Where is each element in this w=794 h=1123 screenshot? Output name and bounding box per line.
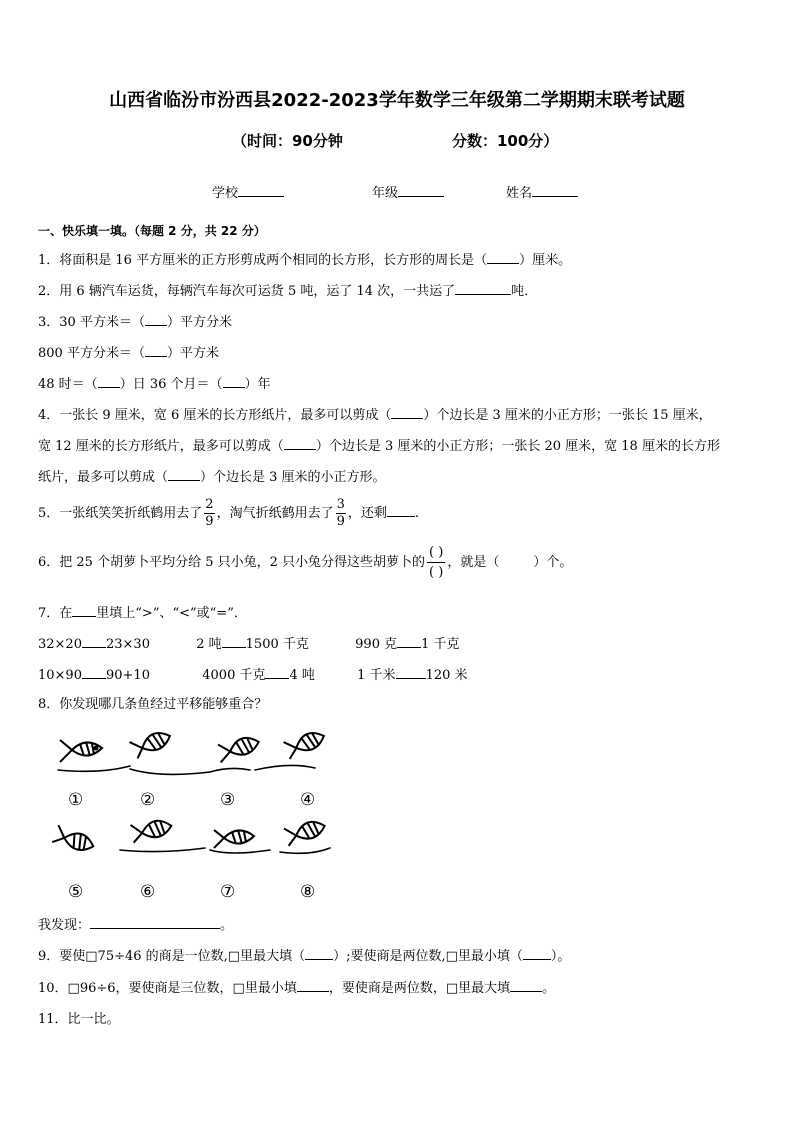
q3-blank-3[interactable] bbox=[98, 375, 120, 388]
q4-text-a: 4．一张长 9 厘米，宽 6 厘米的长方形纸片，最多可以剪成（ bbox=[38, 408, 392, 423]
q2-text-a: 2．用 6 辆汽车运货，每辆汽车每次可运货 5 吨，运了 14 次，一共运了 bbox=[38, 284, 456, 299]
q4-blank-2[interactable] bbox=[284, 437, 316, 450]
compare-right: 23×30 bbox=[105, 637, 150, 652]
wave-line bbox=[210, 768, 250, 772]
wave-line bbox=[210, 850, 270, 853]
found-line bbox=[38, 916, 233, 934]
q4-text-b: ）个边长是 3 厘米的小正方形；一张长 15 厘米， bbox=[423, 408, 712, 423]
compare-right: 90+10 bbox=[105, 668, 150, 683]
compare-blank[interactable] bbox=[396, 666, 426, 679]
question-2 bbox=[38, 282, 537, 300]
q3-blank-2[interactable] bbox=[145, 344, 167, 357]
compare-right: 120 米 bbox=[425, 668, 468, 683]
q5-text-d: . bbox=[414, 506, 420, 521]
found-label: 我发现： bbox=[38, 918, 91, 933]
fish-label-7: ⑦ bbox=[220, 882, 236, 902]
time-label: （时间：90分钟 bbox=[232, 132, 343, 150]
q4-text-e: 纸片，最多可以剪成（ bbox=[38, 470, 169, 485]
q7-text-b: 里填上“>”、“<”或“=”． bbox=[96, 606, 247, 621]
q3-text-e: 48 时＝（ bbox=[38, 377, 98, 392]
question-4-line-1 bbox=[38, 406, 712, 424]
q5-text-a: 5．一张纸笑笑折纸鹤用去了 bbox=[38, 506, 203, 521]
compare-left: 4000 千克 bbox=[202, 668, 266, 683]
fish-label-6: ⑥ bbox=[140, 882, 156, 902]
fish-label-5: ⑤ bbox=[68, 882, 84, 902]
fish-label-3: ③ bbox=[220, 790, 236, 810]
q3-text-d: ）平方米 bbox=[166, 346, 219, 361]
q10-blank-2[interactable] bbox=[510, 979, 542, 992]
q3-text-b: ）平方分米 bbox=[166, 315, 232, 330]
q3-text-g: ）年 bbox=[244, 377, 271, 392]
compare-left: 32×20 bbox=[38, 637, 82, 652]
q7-example-blank bbox=[72, 604, 96, 617]
school-label: 学校 bbox=[212, 186, 239, 201]
question-3-line-2 bbox=[38, 344, 219, 362]
compare-right: 1 千克 bbox=[421, 637, 460, 652]
name-blank[interactable] bbox=[532, 184, 578, 197]
q5-blank[interactable] bbox=[387, 504, 415, 517]
question-4-line-3 bbox=[38, 468, 386, 486]
q4-blank-3[interactable] bbox=[168, 468, 200, 481]
question-9 bbox=[38, 947, 570, 965]
q2-blank[interactable] bbox=[455, 282, 511, 295]
compare-right: 4 吨 bbox=[289, 668, 315, 683]
fraction-numerator-blank[interactable]: ( ) bbox=[427, 543, 445, 563]
q9-text-c: ）。 bbox=[550, 949, 571, 964]
fish-label-2: ② bbox=[140, 790, 156, 810]
q5-text-c: ，还剩 bbox=[347, 506, 387, 521]
fraction-denominator: 9 bbox=[205, 514, 214, 529]
fish-8-icon bbox=[284, 818, 327, 846]
q3-text-f: ）日 36 个月＝（ bbox=[119, 377, 223, 392]
q10-text-b: ，要使商是两位数，□里最大填 bbox=[328, 981, 511, 996]
q9-text-b: ）;要使商是两位数,□里最小填（ bbox=[333, 949, 523, 964]
q10-blank-1[interactable] bbox=[297, 979, 329, 992]
wave-line bbox=[58, 766, 130, 771]
fraction-denominator: 9 bbox=[336, 514, 345, 529]
fraction-3-9 bbox=[336, 497, 346, 530]
grade-label: 年级 bbox=[372, 186, 399, 201]
q9-blank-2[interactable] bbox=[523, 947, 551, 960]
school-blank[interactable] bbox=[238, 184, 284, 197]
question-1 bbox=[38, 251, 571, 269]
q5-text-b: ，淘气折纸鹤用去了 bbox=[216, 506, 334, 521]
q3-text-c: 800 平方分米＝（ bbox=[38, 346, 145, 361]
q3-blank-4[interactable] bbox=[223, 375, 245, 388]
compare-left: 1 千米 bbox=[357, 668, 396, 683]
compare-left: 2 吨 bbox=[196, 637, 222, 652]
fraction-2-9 bbox=[204, 497, 214, 530]
q4-text-f: ）个边长是 3 厘米的小正方形。 bbox=[200, 470, 386, 485]
q1-blank[interactable] bbox=[487, 251, 519, 264]
fish-7-icon bbox=[214, 830, 254, 848]
question-11: 11．比一比。 bbox=[38, 1012, 120, 1027]
blank-fraction[interactable] bbox=[427, 543, 445, 582]
q4-text-d: ）个边长是 3 厘米的小正方形；一张长 20 厘米，宽 18 厘米的长方形 bbox=[315, 439, 720, 454]
fish-label-8: ⑧ bbox=[300, 882, 316, 902]
question-8: 8．你发现哪几条鱼经过平移能够重合？ bbox=[38, 697, 268, 712]
fish-1-icon bbox=[60, 740, 102, 762]
q4-blank-1[interactable] bbox=[391, 406, 423, 419]
q4-text-c: 宽 12 厘米的长方形纸片，最多可以剪成（ bbox=[38, 439, 284, 454]
name-label: 姓名 bbox=[506, 186, 533, 201]
compare-blank[interactable] bbox=[82, 635, 106, 648]
compare-blank[interactable] bbox=[222, 635, 246, 648]
q6-text-c: ）个。 bbox=[533, 555, 573, 570]
compare-row-1 bbox=[38, 635, 460, 653]
q7-text-a: 7．在 bbox=[38, 606, 73, 621]
q3-blank-1[interactable] bbox=[145, 313, 167, 326]
question-10 bbox=[38, 979, 555, 997]
grade-field[interactable] bbox=[372, 182, 444, 201]
fish-4-icon bbox=[284, 728, 328, 759]
wave-line bbox=[255, 765, 315, 770]
question-3-line-3 bbox=[38, 375, 271, 393]
section-heading: 一、快乐填一填。（每题 2 分，共 22 分） bbox=[38, 224, 266, 238]
q1-text-a: 1．将面积是 16 平方厘米的正方形剪成两个相同的长方形，长方形的周长是（ bbox=[38, 253, 488, 268]
fish-label-4: ④ bbox=[300, 790, 316, 810]
compare-blank[interactable] bbox=[265, 666, 289, 679]
name-field[interactable] bbox=[506, 182, 578, 201]
question-7 bbox=[38, 604, 247, 622]
question-5 bbox=[38, 496, 419, 532]
q6-text-b: ，就是（ bbox=[447, 555, 500, 570]
wave-line bbox=[280, 848, 330, 853]
fish-3-icon bbox=[216, 734, 261, 762]
q9-text-a: 9．要使□75÷46 的商是一位数,□里最大填（ bbox=[38, 949, 306, 964]
fish-6-icon bbox=[131, 818, 174, 843]
fish-label-1: ① bbox=[68, 790, 84, 810]
found-end: 。 bbox=[220, 918, 234, 933]
found-blank[interactable] bbox=[90, 916, 220, 929]
q1-text-b: ）厘米。 bbox=[519, 253, 572, 268]
wave-line bbox=[130, 769, 210, 774]
compare-blank[interactable] bbox=[82, 666, 106, 679]
page-title: 山西省临汾市汾西县2022-2023学年数学三年级第二学期期末联考试题 bbox=[109, 90, 685, 111]
question-6 bbox=[38, 542, 572, 584]
score-label: 分数：100分） bbox=[452, 132, 559, 150]
fish-2-icon bbox=[130, 728, 174, 759]
fraction-numerator: 2 bbox=[205, 497, 214, 512]
question-3-line-1 bbox=[38, 313, 232, 331]
compare-left: 10×90 bbox=[38, 668, 82, 683]
fraction-numerator: 3 bbox=[336, 497, 345, 512]
school-field[interactable] bbox=[212, 182, 284, 201]
compare-row-2 bbox=[38, 666, 468, 684]
q6-text-a: 6．把 25 个胡萝卜平均分给 5 只小兔，2 只小兔分得这些胡萝卜的 bbox=[38, 555, 426, 570]
fish-5-icon bbox=[52, 825, 96, 856]
question-4-line-2 bbox=[38, 437, 720, 455]
compare-right: 1500 千克 bbox=[245, 637, 309, 652]
q9-blank-1[interactable] bbox=[305, 947, 333, 960]
wave-line bbox=[120, 848, 205, 852]
grade-blank[interactable] bbox=[398, 184, 444, 197]
compare-left: 990 克 bbox=[355, 637, 398, 652]
q2-text-b: 吨． bbox=[511, 284, 538, 299]
compare-blank[interactable] bbox=[397, 635, 421, 648]
q3-text-a: 3．30 平方米＝（ bbox=[38, 315, 145, 330]
fish-figure bbox=[40, 722, 340, 907]
q10-text-a: 10．□96÷6，要使商是三位数，□里最小填 bbox=[38, 981, 297, 996]
fraction-denominator-blank[interactable]: ( ) bbox=[429, 565, 444, 580]
q10-text-c: 。 bbox=[542, 981, 556, 996]
